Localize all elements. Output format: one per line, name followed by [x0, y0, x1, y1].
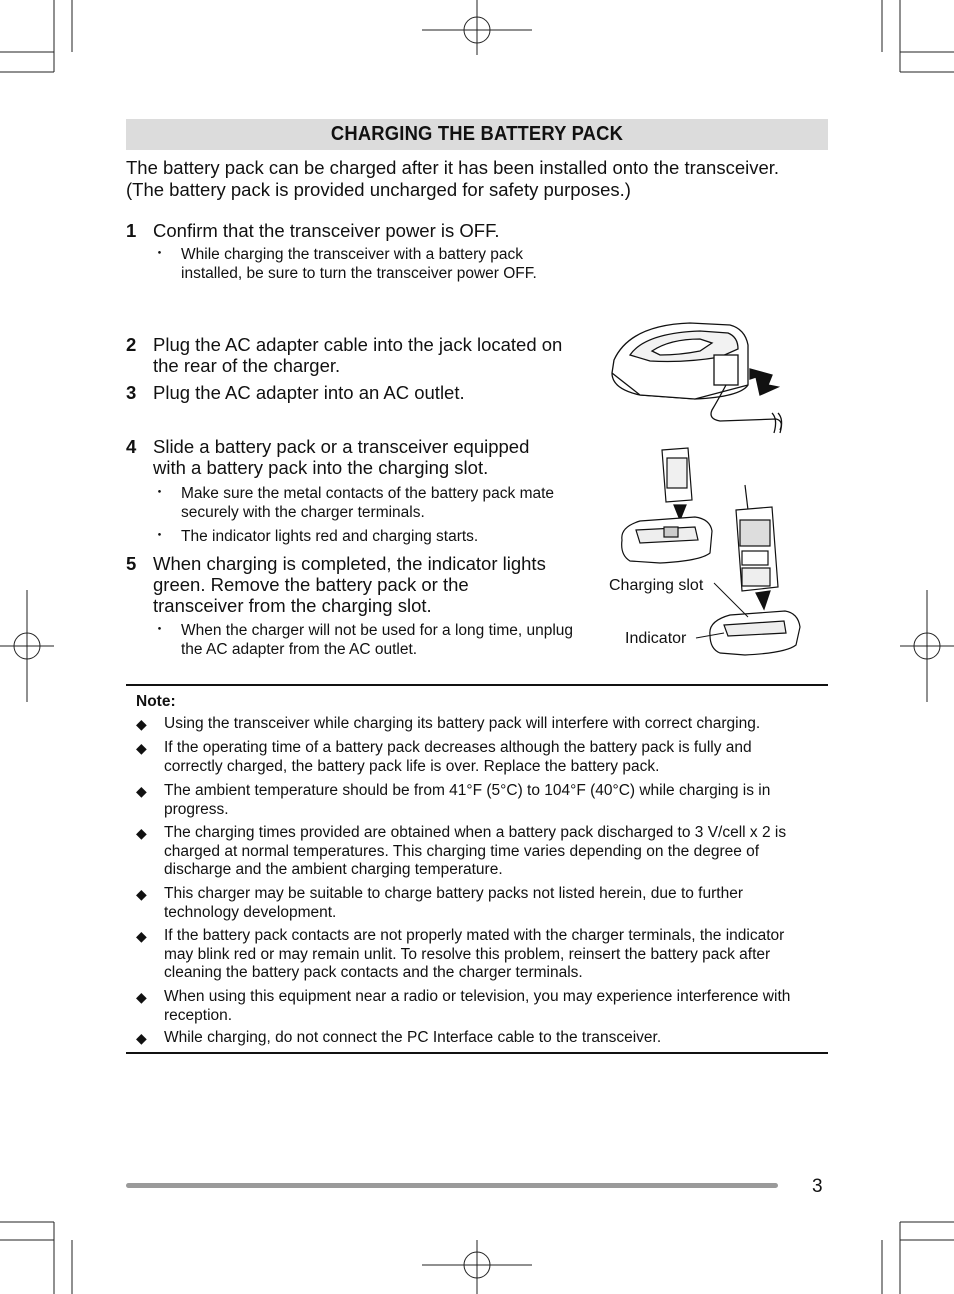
diamond-bullet-icon: ◆ — [136, 783, 147, 799]
diamond-bullet-icon: ◆ — [136, 716, 147, 732]
indicator-label: Indicator — [625, 630, 687, 647]
intro-line: The battery pack can be charged after it has been installed onto the transceiver. — [126, 157, 780, 178]
step-text: Plug the AC adapter cable into the jack located on the rear of the charger. — [153, 334, 563, 376]
note-text: If the battery pack contacts are not properly mated with the charger terminals, the indicator may blink red or may remain unlit. To resolve this problem, reinsert the battery pack after cleaning the battery pack contacts and the charger terminals. — [164, 927, 785, 981]
intro-paragraph — [126, 157, 826, 201]
note-title: Note: — [136, 693, 176, 710]
diamond-bullet-icon: ◆ — [136, 825, 147, 841]
step-number: 1 — [126, 220, 137, 241]
note-box — [126, 684, 828, 1054]
bullet-text: The indicator lights red and charging starts. — [181, 528, 479, 545]
transceiver-charging-illustration — [710, 485, 800, 655]
page-title: CHARGING THE BATTERY PACK — [330, 123, 624, 145]
bullet-text: Make sure the metal contacts of the battery pack mate securely with the charger terminals. — [181, 485, 555, 521]
bullet-dot: ・ — [152, 527, 168, 544]
charger-illustrations — [600, 315, 810, 665]
charging-slot-label: Charging slot — [609, 577, 704, 594]
note-text: When using this equipment near a radio or television, you may experience interference with reception. — [164, 988, 791, 1024]
bullet-dot: ・ — [152, 621, 168, 638]
step-text: When charging is completed, the indicator lights green. Remove the battery pack or the transceiver from the charging slot. — [153, 553, 546, 616]
step-number: 5 — [126, 553, 137, 574]
diamond-bullet-icon: ◆ — [136, 928, 147, 944]
diamond-bullet-icon: ◆ — [136, 1030, 147, 1046]
step-number: 3 — [126, 382, 137, 403]
step-text: Plug the AC adapter into an AC outlet. — [153, 382, 465, 403]
note-text: The charging times provided are obtained when a battery pack discharged to 3 V/cell x 2 is charged at normal temperatures. This charging time varies depending on the degree of discharge and the ambient charging temperature. — [164, 824, 787, 878]
note-text: This charger may be suitable to charge battery packs not listed herein, due to further technology development. — [164, 885, 743, 921]
step-text: Confirm that the transceiver power is OFF. — [153, 220, 500, 241]
bullet-text: While charging the transceiver with a battery pack installed, be sure to turn the transceiver power OFF. — [181, 246, 537, 282]
note-text: If the operating time of a battery pack decreases although the battery pack is fully and correctly charged, the battery pack life is over. Replace the battery pack. — [164, 739, 752, 775]
charger-with-adapter-illustration — [612, 323, 782, 433]
note-text: Using the transceiver while charging its battery pack will interfere with correct charging. — [164, 715, 761, 732]
section-title-bar — [126, 119, 828, 150]
diamond-bullet-icon: ◆ — [136, 886, 147, 902]
bullet-dot: ・ — [152, 245, 168, 262]
note-text: The ambient temperature should be from 41°F (5°C) to 104°F (40°C) while charging is in progress. — [164, 782, 771, 818]
footer-rule — [126, 1183, 778, 1188]
page-number: 3 — [812, 1176, 823, 1197]
step-text: Slide a battery pack or a transceiver equipped with a battery pack into the charging slot. — [153, 436, 530, 478]
step-number: 4 — [126, 436, 137, 457]
diamond-bullet-icon: ◆ — [136, 740, 147, 756]
bullet-text: When the charger will not be used for a long time, unplug the AC adapter from the AC outlet. — [181, 622, 574, 658]
battery-pack-charging-illustration — [622, 448, 712, 563]
bullet-dot: ・ — [152, 484, 168, 501]
diamond-bullet-icon: ◆ — [136, 989, 147, 1005]
intro-line: (The battery pack is provided uncharged for safety purposes.) — [126, 179, 631, 200]
step-number: 2 — [126, 334, 137, 355]
note-text: While charging, do not connect the PC Interface cable to the transceiver. — [164, 1029, 662, 1046]
